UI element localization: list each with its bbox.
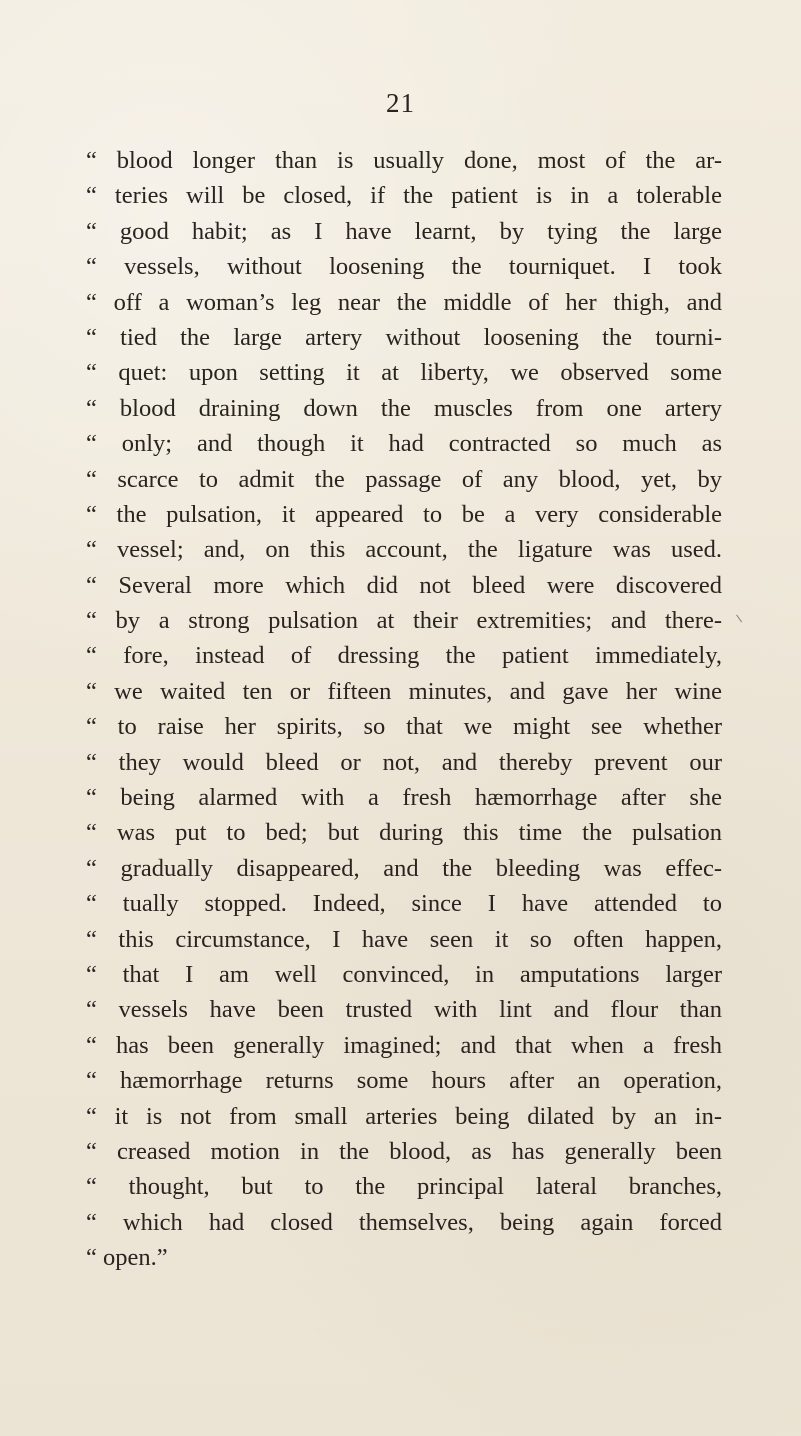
text-line: “ tied the large artery without loosening the tourni-: [86, 323, 722, 351]
text-line: “ creased motion in the blood, as has generally been: [86, 1137, 722, 1165]
text-line: “ scarce to admit the passage of any blood, yet, by: [86, 465, 722, 493]
text-line: “ only; and though it had contracted so much as: [86, 430, 722, 458]
text-line: “ was put to bed; but during this time the pulsation: [86, 819, 722, 847]
text-line: “ blood longer than is usually done, most of the ar-: [86, 147, 722, 174]
text-line: “ blood draining down the muscles from one artery: [86, 394, 722, 422]
text-line: “ to raise her spirits, so that we might see whether: [86, 713, 722, 741]
text-line: “ thought, but to the principal lateral branches,: [86, 1173, 722, 1201]
text-line: “ tually stopped. Indeed, since I have attended to: [86, 890, 722, 918]
text-line: “ off a woman’s leg near the middle of her thigh, and: [86, 288, 722, 316]
text-line: “ by a strong pulsation at their extremities; and there-: [86, 607, 722, 635]
text-line: “ hæmorrhage returns some hours after an operation,: [86, 1067, 722, 1095]
text-line: “ this circumstance, I have seen it so often happen,: [86, 925, 722, 953]
text-line: “ Several more which did not bleed were discovered: [86, 571, 722, 599]
text-line: “ gradually disappeared, and the bleeding was effec-: [86, 854, 722, 882]
page-number: 21: [386, 88, 415, 118]
text-line: “ it is not from small arteries being dilated by an in-: [86, 1102, 722, 1130]
text-line: “ that I am well convinced, in amputations larger: [86, 960, 722, 988]
print-mark: [736, 611, 748, 623]
text-line: “ vessel; and, on this account, the ligature was used.: [86, 536, 722, 564]
text-line: “ we waited ten or fifteen minutes, and gave her wine: [86, 677, 722, 705]
text-line: “ has been generally imagined; and that when a fresh: [86, 1031, 722, 1059]
text-line: “ which had closed themselves, being again forced: [86, 1208, 722, 1236]
text-line: “ good habit; as I have learnt, by tying the large: [86, 217, 722, 245]
text-line: “ being alarmed with a fresh hæmorrhage after she: [86, 784, 722, 812]
text-line: “ teries will be closed, if the patient is in a tolerable: [86, 182, 722, 210]
text-line: “ the pulsation, it appeared to be a very considerable: [86, 500, 722, 528]
text-line: “ quet: upon setting it at liberty, we observed some: [86, 359, 722, 387]
text-line: “ fore, instead of dressing the patient immediately,: [86, 642, 722, 670]
body-text: [86, 143, 722, 1276]
text-line: “ vessels, without loosening the tourniquet. I took: [86, 253, 722, 281]
text-line: “ they would bleed or not, and thereby prevent our: [86, 748, 722, 776]
text-line: “ vessels have been trusted with lint and flour than: [86, 996, 722, 1024]
text-line: “ open.”: [86, 1244, 168, 1272]
